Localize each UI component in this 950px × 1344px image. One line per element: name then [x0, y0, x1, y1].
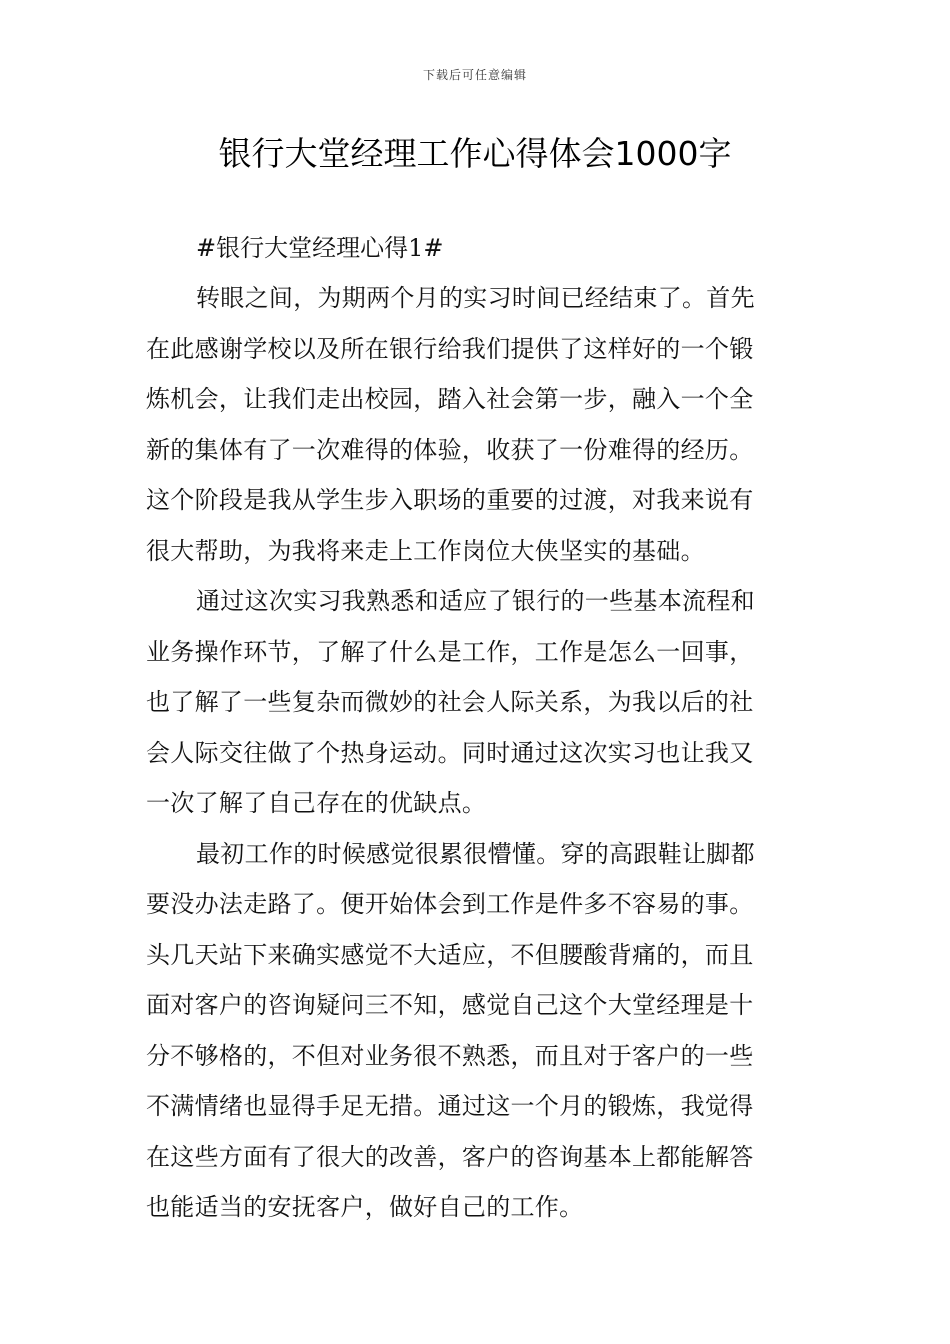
header-note: 下载后可任意编辑 [422, 68, 527, 82]
paragraph-line: 这个阶段是我从学生步入职场的重要的过渡，对我来说有 [146, 486, 754, 514]
paragraph-line: 很大帮助，为我将来走上工作岗位大侠坚实的基础。 [146, 536, 705, 565]
paragraph-line: 在这些方面有了很大的改善，客户的咨询基本上都能解答 [146, 1142, 754, 1171]
paragraph-line: 通过这次实习我熟悉和适应了银行的一些基本流程和 [196, 587, 755, 615]
paragraph-line: 不满情绪也显得手足无措。通过这一个月的锻炼，我觉得 [146, 1092, 754, 1120]
paragraph-line: 也能适当的安抚客户，做好自己的工作。 [146, 1193, 584, 1221]
paragraph-3 [146, 829, 808, 1233]
section-heading: #银行大堂经理心得1# [196, 234, 444, 262]
paragraph-line: 炼机会，让我们走出校园，踏入社会第一步，融入一个全 [146, 385, 754, 413]
paragraph-line: 头几天站下来确实感觉不大适应，不但腰酸背痛的，而且 [146, 940, 754, 969]
paragraph-line: 一次了解了自己存在的优缺点。 [146, 789, 487, 817]
paragraph-line: 最初工作的时候感觉很累很懵懂。穿的高跟鞋让脚都 [196, 839, 755, 868]
paragraph-line: 在此感谢学校以及所在银行给我们提供了这样好的一个锻 [146, 334, 754, 363]
paragraph-line: 会人际交往做了个热身运动。同时通过这次实习也让我又 [146, 738, 754, 767]
paragraph-line: 面对客户的咨询疑问三不知，感觉自己这个大堂经理是十 [146, 991, 754, 1019]
paragraph-line: 业务操作环节，了解了什么是工作，工作是怎么一回事， [146, 637, 754, 666]
document-title: 银行大堂经理工作心得体会1000字 [218, 134, 732, 173]
paragraph-2 [146, 576, 808, 829]
paragraph-line: 要没办法走路了。便开始体会到工作是件多不容易的事。 [146, 890, 754, 918]
paragraph-1 [146, 273, 808, 576]
document-body [146, 223, 808, 1233]
paragraph-line: 分不够格的，不但对业务很不熟悉，而且对于客户的一些 [146, 1041, 754, 1070]
paragraph-line: 新的集体有了一次难得的体验，收获了一份难得的经历。 [146, 435, 754, 464]
paragraph-line: 转眼之间，为期两个月的实习时间已经结束了。首先 [196, 284, 755, 312]
paragraph-line: 也了解了一些复杂而微妙的社会人际关系，为我以后的社 [146, 688, 754, 716]
